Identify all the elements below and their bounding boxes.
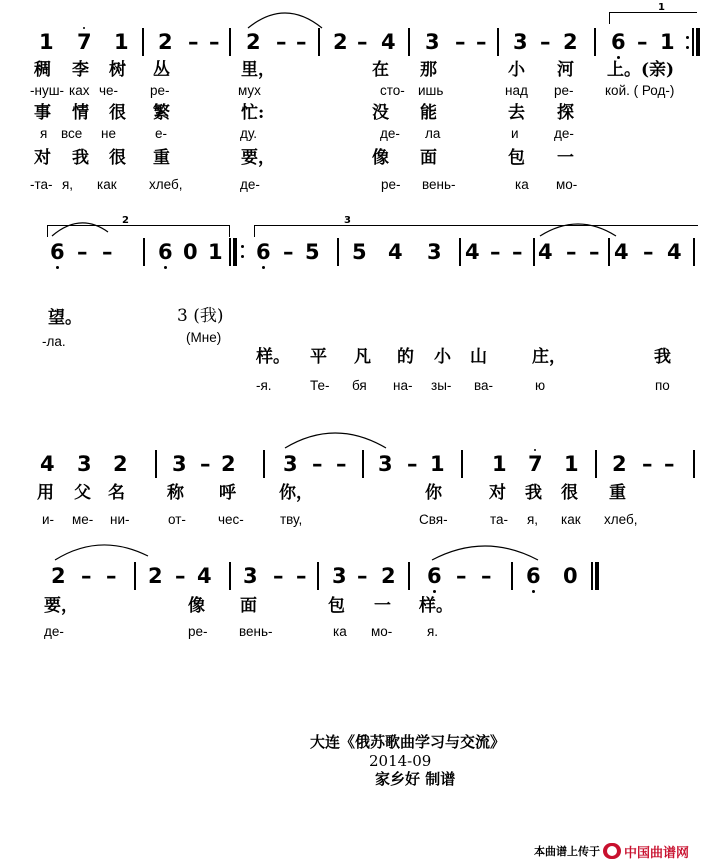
slur xyxy=(285,433,386,448)
lyric-zh: 情 xyxy=(72,103,89,123)
note: – xyxy=(643,240,654,264)
note: – xyxy=(637,30,648,54)
lyric-ru: ла xyxy=(425,126,441,141)
note: 4 xyxy=(40,452,55,476)
note: – xyxy=(102,240,113,264)
note: – xyxy=(276,30,287,54)
lyric-zh: 像 xyxy=(372,148,389,168)
lyric-zh: 你 xyxy=(425,483,442,503)
lyric-zh: 探 xyxy=(557,103,574,123)
note: 1 xyxy=(430,452,445,476)
note: 2 xyxy=(51,564,66,588)
lyric-zh: 小 xyxy=(508,60,525,80)
lyric-zh: 丛 xyxy=(153,60,170,80)
lyric-ru: вень- xyxy=(422,177,456,192)
note: – xyxy=(336,452,347,476)
lyric-ru: ках xyxy=(69,83,90,98)
lyric-zh: 称 xyxy=(167,483,184,503)
lyric-zh: 父 xyxy=(74,483,91,503)
lyric-ru: все xyxy=(61,126,83,141)
lyric-zh: 我 xyxy=(72,148,89,168)
site-logo-icon xyxy=(603,843,621,859)
lyric-ru: ишь xyxy=(418,83,444,98)
lyric-ru: -нуш- xyxy=(30,83,65,98)
lyric-ru: тву, xyxy=(280,512,303,527)
lyric-ru: Свя- xyxy=(419,512,448,527)
note: – xyxy=(481,564,492,588)
lyric-ru: на- xyxy=(393,378,413,393)
lyric-ru: я, xyxy=(527,512,539,527)
lyric-zh: 很 xyxy=(109,103,126,123)
lyric-zh: 3 (我) xyxy=(177,306,224,326)
note: 3 xyxy=(427,240,442,264)
lyric-ru: ре- xyxy=(554,83,574,98)
note: – xyxy=(81,564,92,588)
note: – xyxy=(476,30,487,54)
note: 5 xyxy=(352,240,367,264)
lyric-zh: 要， xyxy=(241,148,275,168)
note: 2 xyxy=(113,452,128,476)
note: 6 xyxy=(50,240,65,264)
note: 0 xyxy=(563,564,578,588)
lyric-zh: 很 xyxy=(109,148,126,168)
lyric-zh: 名 xyxy=(108,483,125,503)
note: 2 xyxy=(333,30,348,54)
lyric-zh: 我 xyxy=(654,347,671,367)
volta-1-number: 1 xyxy=(658,2,665,13)
lyric-zh: 样。 xyxy=(256,347,290,367)
volta-2-number: 2 xyxy=(122,215,129,226)
lyric-ru: -та- xyxy=(30,177,53,192)
lyric-zh: 没 xyxy=(372,103,389,123)
note: 4 xyxy=(381,30,396,54)
lyric-zh: 里， xyxy=(241,60,275,80)
lyric-ru: ре- xyxy=(381,177,401,192)
lyric-ru: Те- xyxy=(310,378,330,393)
lyric-ru: де- xyxy=(240,177,260,192)
lyric-ru: мо- xyxy=(556,177,578,192)
lyric-zh: 稠 xyxy=(34,60,51,80)
note: – xyxy=(296,564,307,588)
volta-3-number: 3 xyxy=(344,215,351,226)
lyric-zh: 上。(亲) xyxy=(607,60,675,80)
note: 5 xyxy=(305,240,320,264)
note: 6 xyxy=(611,30,626,54)
lyric-zh: 对 xyxy=(34,148,51,168)
note: 7 xyxy=(77,30,92,54)
lyric-ru: чес- xyxy=(218,512,244,527)
note: 4 xyxy=(614,240,629,264)
note: 7 xyxy=(528,452,543,476)
lyric-zh: 李 xyxy=(72,60,89,80)
lyric-ru: та- xyxy=(490,512,509,527)
note: 2 xyxy=(563,30,578,54)
note: – xyxy=(209,30,220,54)
note: – xyxy=(490,240,501,264)
note: – xyxy=(273,564,284,588)
lyric-zh: 一 xyxy=(374,596,391,616)
lyric-zh: 要， xyxy=(44,596,78,616)
note: 3 xyxy=(172,452,187,476)
note: – xyxy=(456,564,467,588)
lyric-ru: де- xyxy=(554,126,574,141)
lyric-ru: -я. xyxy=(256,378,272,393)
lyric-zh: 庄， xyxy=(532,347,566,367)
note: 0 xyxy=(183,240,198,264)
note: – xyxy=(296,30,307,54)
lyric-zh: 像 xyxy=(188,596,205,616)
lyric-ru: де- xyxy=(44,624,64,639)
note: 1 xyxy=(208,240,223,264)
lyric-ru: кой. ( Род-) xyxy=(605,83,675,98)
note: 4 xyxy=(197,564,212,588)
slur xyxy=(540,224,616,236)
note: 1 xyxy=(39,30,54,54)
lyric-ru: я xyxy=(40,126,48,141)
note: 6 xyxy=(526,564,541,588)
lyric-ru: ка xyxy=(515,177,529,192)
note: 2 xyxy=(158,30,173,54)
note: 1 xyxy=(660,30,675,54)
note: 2 xyxy=(246,30,261,54)
note: 6 xyxy=(158,240,173,264)
note: – xyxy=(357,564,368,588)
note: 3 xyxy=(332,564,347,588)
note: – xyxy=(188,30,199,54)
lyric-zh: 能 xyxy=(420,103,437,123)
lyric-zh: 的 xyxy=(397,347,414,367)
note: 1 xyxy=(564,452,579,476)
lyric-zh: 繁 xyxy=(153,103,170,123)
lyric-ru: по xyxy=(655,378,670,393)
lyric-ru: хлеб, xyxy=(149,177,183,192)
note: 4 xyxy=(388,240,403,264)
note: – xyxy=(357,30,368,54)
note: – xyxy=(312,452,323,476)
note: 4 xyxy=(667,240,682,264)
note: – xyxy=(540,30,551,54)
lyric-ru: че- xyxy=(99,83,119,98)
note: 4 xyxy=(538,240,553,264)
lyric-zh: 河 xyxy=(557,60,574,80)
slur xyxy=(432,546,538,560)
lyric-ru: е- xyxy=(155,126,168,141)
lyric-zh: 对 xyxy=(489,483,506,503)
lyric-zh: 在 xyxy=(372,60,389,80)
lyric-ru: хлеб, xyxy=(604,512,638,527)
slur xyxy=(55,545,148,560)
slur xyxy=(248,13,322,28)
lyric-ru: сто- xyxy=(380,83,405,98)
note: 2 xyxy=(148,564,163,588)
lyric-zh: 呼 xyxy=(219,483,236,503)
credit-author: 家乡好 制谱 xyxy=(375,770,456,788)
lyric-zh: 小 xyxy=(434,347,451,367)
lyric-zh: 平 xyxy=(310,347,327,367)
lyric-zh: 那 xyxy=(420,60,437,80)
note: 6 xyxy=(256,240,271,264)
lyric-ru: ре- xyxy=(188,624,208,639)
lyric-zh: 忙: xyxy=(241,103,265,123)
lyric-zh: 你， xyxy=(279,483,313,503)
lyric-zh: 树 xyxy=(109,60,126,80)
lyric-ru: -ла. xyxy=(42,334,66,349)
lyric-ru: как xyxy=(97,177,117,192)
note: – xyxy=(664,452,675,476)
note: 1 xyxy=(114,30,129,54)
footer xyxy=(534,840,689,862)
note: – xyxy=(642,452,653,476)
lyric-zh: 重 xyxy=(153,148,170,168)
lyric-ru: ва- xyxy=(474,378,494,393)
lyric-ru: мо- xyxy=(371,624,393,639)
note: 3 xyxy=(283,452,298,476)
note: – xyxy=(455,30,466,54)
lyric-ru: не xyxy=(101,126,116,141)
lyric-ru: я. xyxy=(427,624,439,639)
lyric-zh: 我 xyxy=(525,483,542,503)
lyric-ru: вень- xyxy=(239,624,273,639)
lyric-zh: 包 xyxy=(508,148,525,168)
note: 2 xyxy=(612,452,627,476)
note: 3 xyxy=(77,452,92,476)
lyric-zh: 样。 xyxy=(419,596,453,616)
note: – xyxy=(200,452,211,476)
lyric-ru: (Мне) xyxy=(186,330,222,345)
lyric-zh: 望。 xyxy=(48,308,82,328)
site-link[interactable]: 中国曲谱网 xyxy=(624,845,690,861)
credit-date: 2014-09 xyxy=(369,752,432,770)
lyric-ru: ду. xyxy=(240,126,258,141)
lyric-ru: ни- xyxy=(110,512,130,527)
note: 2 xyxy=(381,564,396,588)
lyric-zh: 事 xyxy=(34,103,51,123)
lyric-zh: 凡 xyxy=(354,347,371,367)
credit-source: 大连《俄苏歌曲学习与交流》 xyxy=(310,733,506,751)
lyric-ru: и- xyxy=(42,512,55,527)
lyric-ru: я, xyxy=(62,177,74,192)
note: 6 xyxy=(427,564,442,588)
slur xyxy=(52,223,108,236)
footer-upload-text: 本曲谱上传于 xyxy=(534,845,600,858)
note: – xyxy=(283,240,294,264)
note: 3 xyxy=(378,452,393,476)
lyric-ru: зы- xyxy=(431,378,452,393)
lyric-zh: 用 xyxy=(37,483,54,503)
lyric-ru: ме- xyxy=(72,512,94,527)
note: – xyxy=(175,564,186,588)
note: 3 xyxy=(243,564,258,588)
note: – xyxy=(589,240,600,264)
lyric-ru: как xyxy=(561,512,581,527)
lyric-zh: 包 xyxy=(328,596,345,616)
note: 4 xyxy=(465,240,480,264)
note: 1 xyxy=(492,452,507,476)
lyric-zh: 重 xyxy=(609,483,626,503)
note: – xyxy=(106,564,117,588)
note: – xyxy=(407,452,418,476)
lyric-ru: над xyxy=(505,83,528,98)
lyric-ru: от- xyxy=(168,512,186,527)
lyric-ru: бя xyxy=(352,378,367,393)
note: 3 xyxy=(513,30,528,54)
lyric-zh: 去 xyxy=(508,103,525,123)
lyric-ru: ре- xyxy=(150,83,170,98)
lyric-zh: 山 xyxy=(470,347,487,367)
lyric-zh: 一 xyxy=(557,148,574,168)
lyric-zh: 面 xyxy=(240,596,257,616)
note: 3 xyxy=(425,30,440,54)
note: – xyxy=(512,240,523,264)
lyric-ru: мух xyxy=(238,83,261,98)
note: 2 xyxy=(221,452,236,476)
note: – xyxy=(566,240,577,264)
lyric-zh: 面 xyxy=(420,148,437,168)
lyric-ru: ю xyxy=(535,378,546,393)
note: – xyxy=(77,240,88,264)
lyric-ru: и xyxy=(511,126,519,141)
lyric-ru: ка xyxy=(333,624,347,639)
lyric-zh: 很 xyxy=(561,483,578,503)
lyric-ru: де- xyxy=(380,126,400,141)
